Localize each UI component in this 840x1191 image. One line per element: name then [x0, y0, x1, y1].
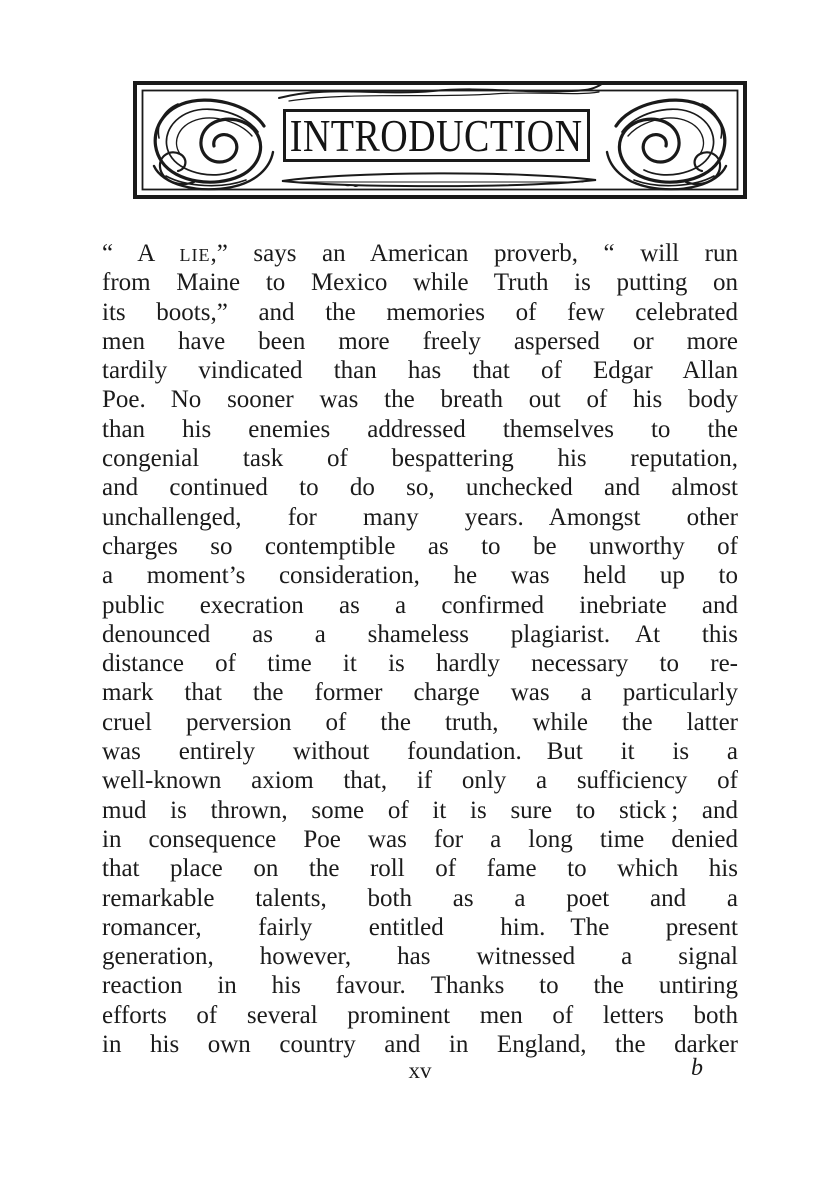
chapter-title: INTRODUCTION	[290, 109, 583, 162]
text-line: men have been more freely aspersed or more	[102, 327, 738, 355]
text-line: mud is thrown, some of it is sure to stick ; and	[102, 796, 738, 824]
bottom-lens-ornament	[282, 173, 596, 186]
page-footer	[102, 1055, 738, 1088]
signature-mark: b	[691, 1055, 703, 1081]
text-line: romancer, fairly entitled him. The present	[102, 913, 738, 941]
swirl-ornament-left	[154, 100, 273, 189]
text-line: tardily vindicated than has that of Edgar Allan	[102, 357, 738, 385]
text-line: was entirely without foundation. But it is a	[102, 738, 738, 766]
text-line: unchallenged, for many years. Amongst other	[102, 503, 738, 531]
text-line: well-known axiom that, if only a sufficiency of	[102, 767, 738, 795]
text-line: denounced as a shameless plagiarist. At this	[102, 620, 738, 648]
first-line-smallcaps: lie	[179, 240, 211, 267]
text-line: than his enemies addressed themselves to the	[102, 415, 738, 443]
text-line: and continued to do so, unchecked and almost	[102, 474, 738, 502]
text-line: reaction in his favour. Thanks to the untiring	[102, 972, 738, 1000]
body-paragraph	[102, 239, 738, 1059]
swirl-ornament-right	[607, 100, 726, 189]
top-wave-echo	[289, 92, 599, 101]
text-line: cruel perversion of the truth, while the latter	[102, 708, 738, 736]
chapter-title-box	[283, 109, 590, 162]
text-line: a moment’s consideration, he was held up to	[102, 562, 738, 590]
text-line: public execration as a confirmed inebriate and	[102, 591, 738, 619]
text-line: from Maine to Mexico while Truth is putting on	[102, 269, 738, 297]
chapter-ornament-banner	[133, 81, 747, 199]
text-line: mark that the former charge was a particularly	[102, 679, 738, 707]
text-line: in his own country and in England, the darker	[102, 1031, 738, 1059]
text-line: in consequence Poe was for a long time denied	[102, 825, 738, 853]
text-line: efforts of several prominent men of letters both	[102, 1001, 738, 1029]
text-line: generation, however, has witnessed a signal	[102, 943, 738, 971]
text-line: Poe. No sooner was the breath out of his body	[102, 386, 738, 414]
text-line: distance of time it is hardly necessary to re-	[102, 650, 738, 678]
text-line: charges so contemptible as to be unworthy of	[102, 532, 738, 560]
text-line: its boots,” and the memories of few celebrated	[102, 298, 738, 326]
text-line	[102, 239, 738, 268]
first-line-before: “ A	[102, 240, 180, 267]
text-line: that place on the roll of fame to which his	[102, 855, 738, 883]
first-line-after: ,” says an American proverb, “ will run	[210, 240, 738, 267]
text-line: remarkable talents, both as a poet and a	[102, 884, 738, 912]
page-number: xv	[408, 1058, 432, 1083]
text-line: congenial task of bespattering his reputation,	[102, 445, 738, 473]
